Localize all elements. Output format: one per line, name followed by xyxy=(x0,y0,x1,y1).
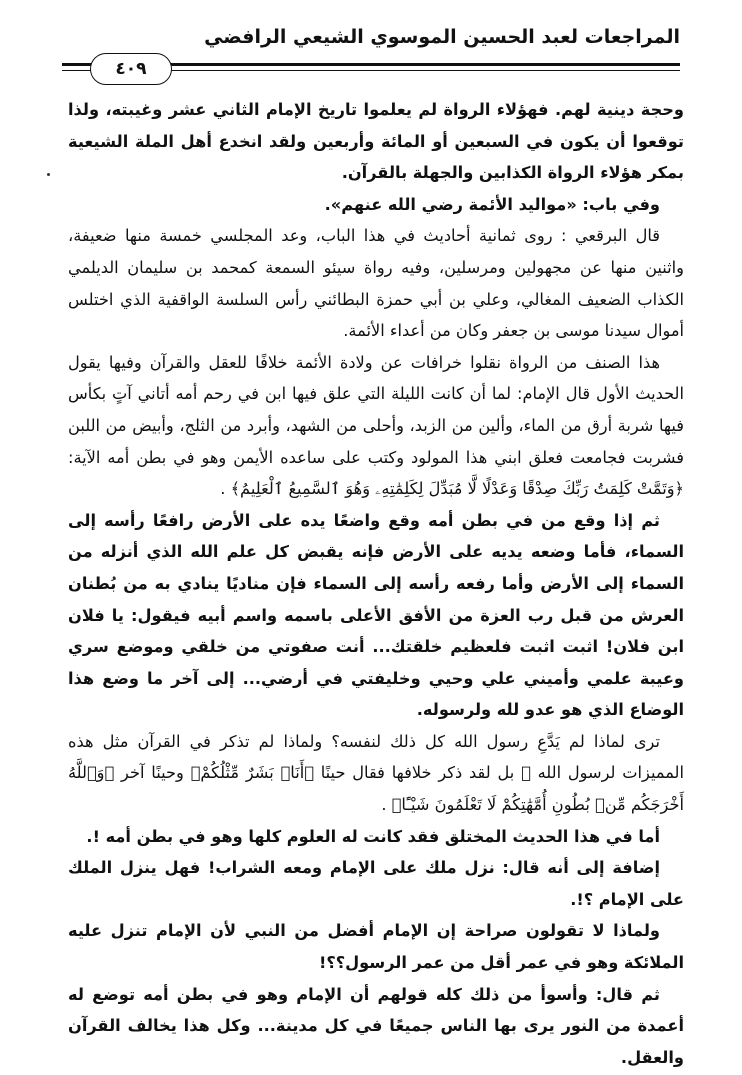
running-title: المراجعات لعبد الحسين الموسوي الشيعي الرافضي xyxy=(204,26,680,48)
paragraph: ثم إذا وقع من في بطن أمه وقع واضعًا يده على الأرض رافعًا رأسه إلى السماء، فأما وضعه يديه على الأرض فإنه يقبض كل علم الله الذي أنزله من السماء إلى الأرض وأما رفعه رأسه إلى السماء فإن مناديًا ينادي به من بُطنان العرش من قبل رب العزة من الأفق الأعلى باسمه واسم أبيه فيقول: يا فلان ابن فلان! اثبت اثبت فلعظيم خلقتك... أنت صفوتي من خلقي وموضع سري وعيبة علمي وأميني علي وحيي وخليفتي في أرضي... إلى آخر ما وضع هذا الوضاع الذي هو عدو لله ولرسوله. xyxy=(68,510,684,720)
page-body xyxy=(68,94,684,1073)
paragraph: ولماذا لا تقولون صراحة إن الإمام أفضل من النبي لأن الإمام تنزل عليه الملائكة وهو في عمر أقل من عمر الرسول؟؟! xyxy=(68,921,684,973)
paragraph-continuation: وحجة دينية لهم. فهؤلاء الرواة لم يعلموا تاريخ الإمام الثاني عشر وغيبته، ولذا توقعوا أن يكون في السبعين أو المائة وأربعين ولقد انخدع أهل الملة الشيعية بمكر هؤلاء الرواة الكذابين والجهلة بالقرآن. xyxy=(68,100,684,183)
page-number: ٤٠٩ xyxy=(90,53,172,85)
margin-dot xyxy=(47,173,50,176)
paragraph: هذا الصنف من الرواة نقلوا خرافات عن ولادة الأئمة خلافًا للعقل والقرآن وفيها يقول الحديث الأول قال الإمام: لما أن كانت الليلة التي علق فيها ابن في رحم أمه أتاني آتٍ بكأس فيها شربة أرق من الماء، وألين من الزبد، وأحلى من الشهد، وأبرد من الثلج، وأبيض من اللبن فشربت فجامعت فعلق ابني هذا المولود وكتب على ساعده الأيمن وهو في بطن أمه الآية: ﴿وَتَمَّتْ كَلِمَتُ رَبِّكَ صِدْقًا وَعَدْلًا لَّا مُبَدِّلَ لِكَلِمَٰتِهِۦ وَهُوَ ٱلسَّمِيعُ ٱلْعَلِيمُ﴾ . xyxy=(68,352,684,499)
paragraph: أما في هذا الحديث المختلق فقد كانت له العلوم كلها وهو في بطن أمه !. xyxy=(86,826,660,846)
paragraph: قال البرقعي : روى ثمانية أحاديث في هذا الباب، وعد المجلسي خمسة منها ضعيفة، واثنين منها عن مجهولين ومرسلين، وفيه رواة سيئو السمعة كمحمد بن سليمان الديلمي الكذاب الضعيف المغالي، وعلي بن أبي حمزة البطائني رأس السلسة الواقفية الذي اختلس أموال سيدنا موسى بن جعفر وكان من أعداء الأئمة. xyxy=(68,226,684,341)
paragraph: ثم قال: وأسوأ من ذلك كله قولهم أن الإمام وهو في بطن أمه توضع له أعمدة من النور يرى بها الناس جميعًا في كل مدينة... وكل هذا يخالف القرآن والعقل. xyxy=(68,984,684,1067)
chapter-heading: وفي باب: «مواليد الأئمة رضي الله عنهم». xyxy=(324,194,660,214)
paragraph: ترى لماذا لم يَدَّعِ رسول الله كل ذلك لنفسه؟ ولماذا لم تذكر في القرآن مثل هذه المميزات لرسول الله ﷺ بل لقد ذكر خلافها فقال حينًا ﴿أَنَا۠ بَشَرٌ مِّثْلُكُمْ﴾ وحينًا آخر ﴿وَٱللَّهُ أَخْرَجَكُم مِّنۢ بُطُونِ أُمَّهَٰتِكُمْ لَا تَعْلَمُونَ شَيْـًٔا﴾ . xyxy=(68,731,684,815)
paragraph: إضافة إلى أنه قال: نزل ملك على الإمام ومعه الشراب! فهل ينزل الملك على الإمام ؟!. xyxy=(68,858,684,909)
